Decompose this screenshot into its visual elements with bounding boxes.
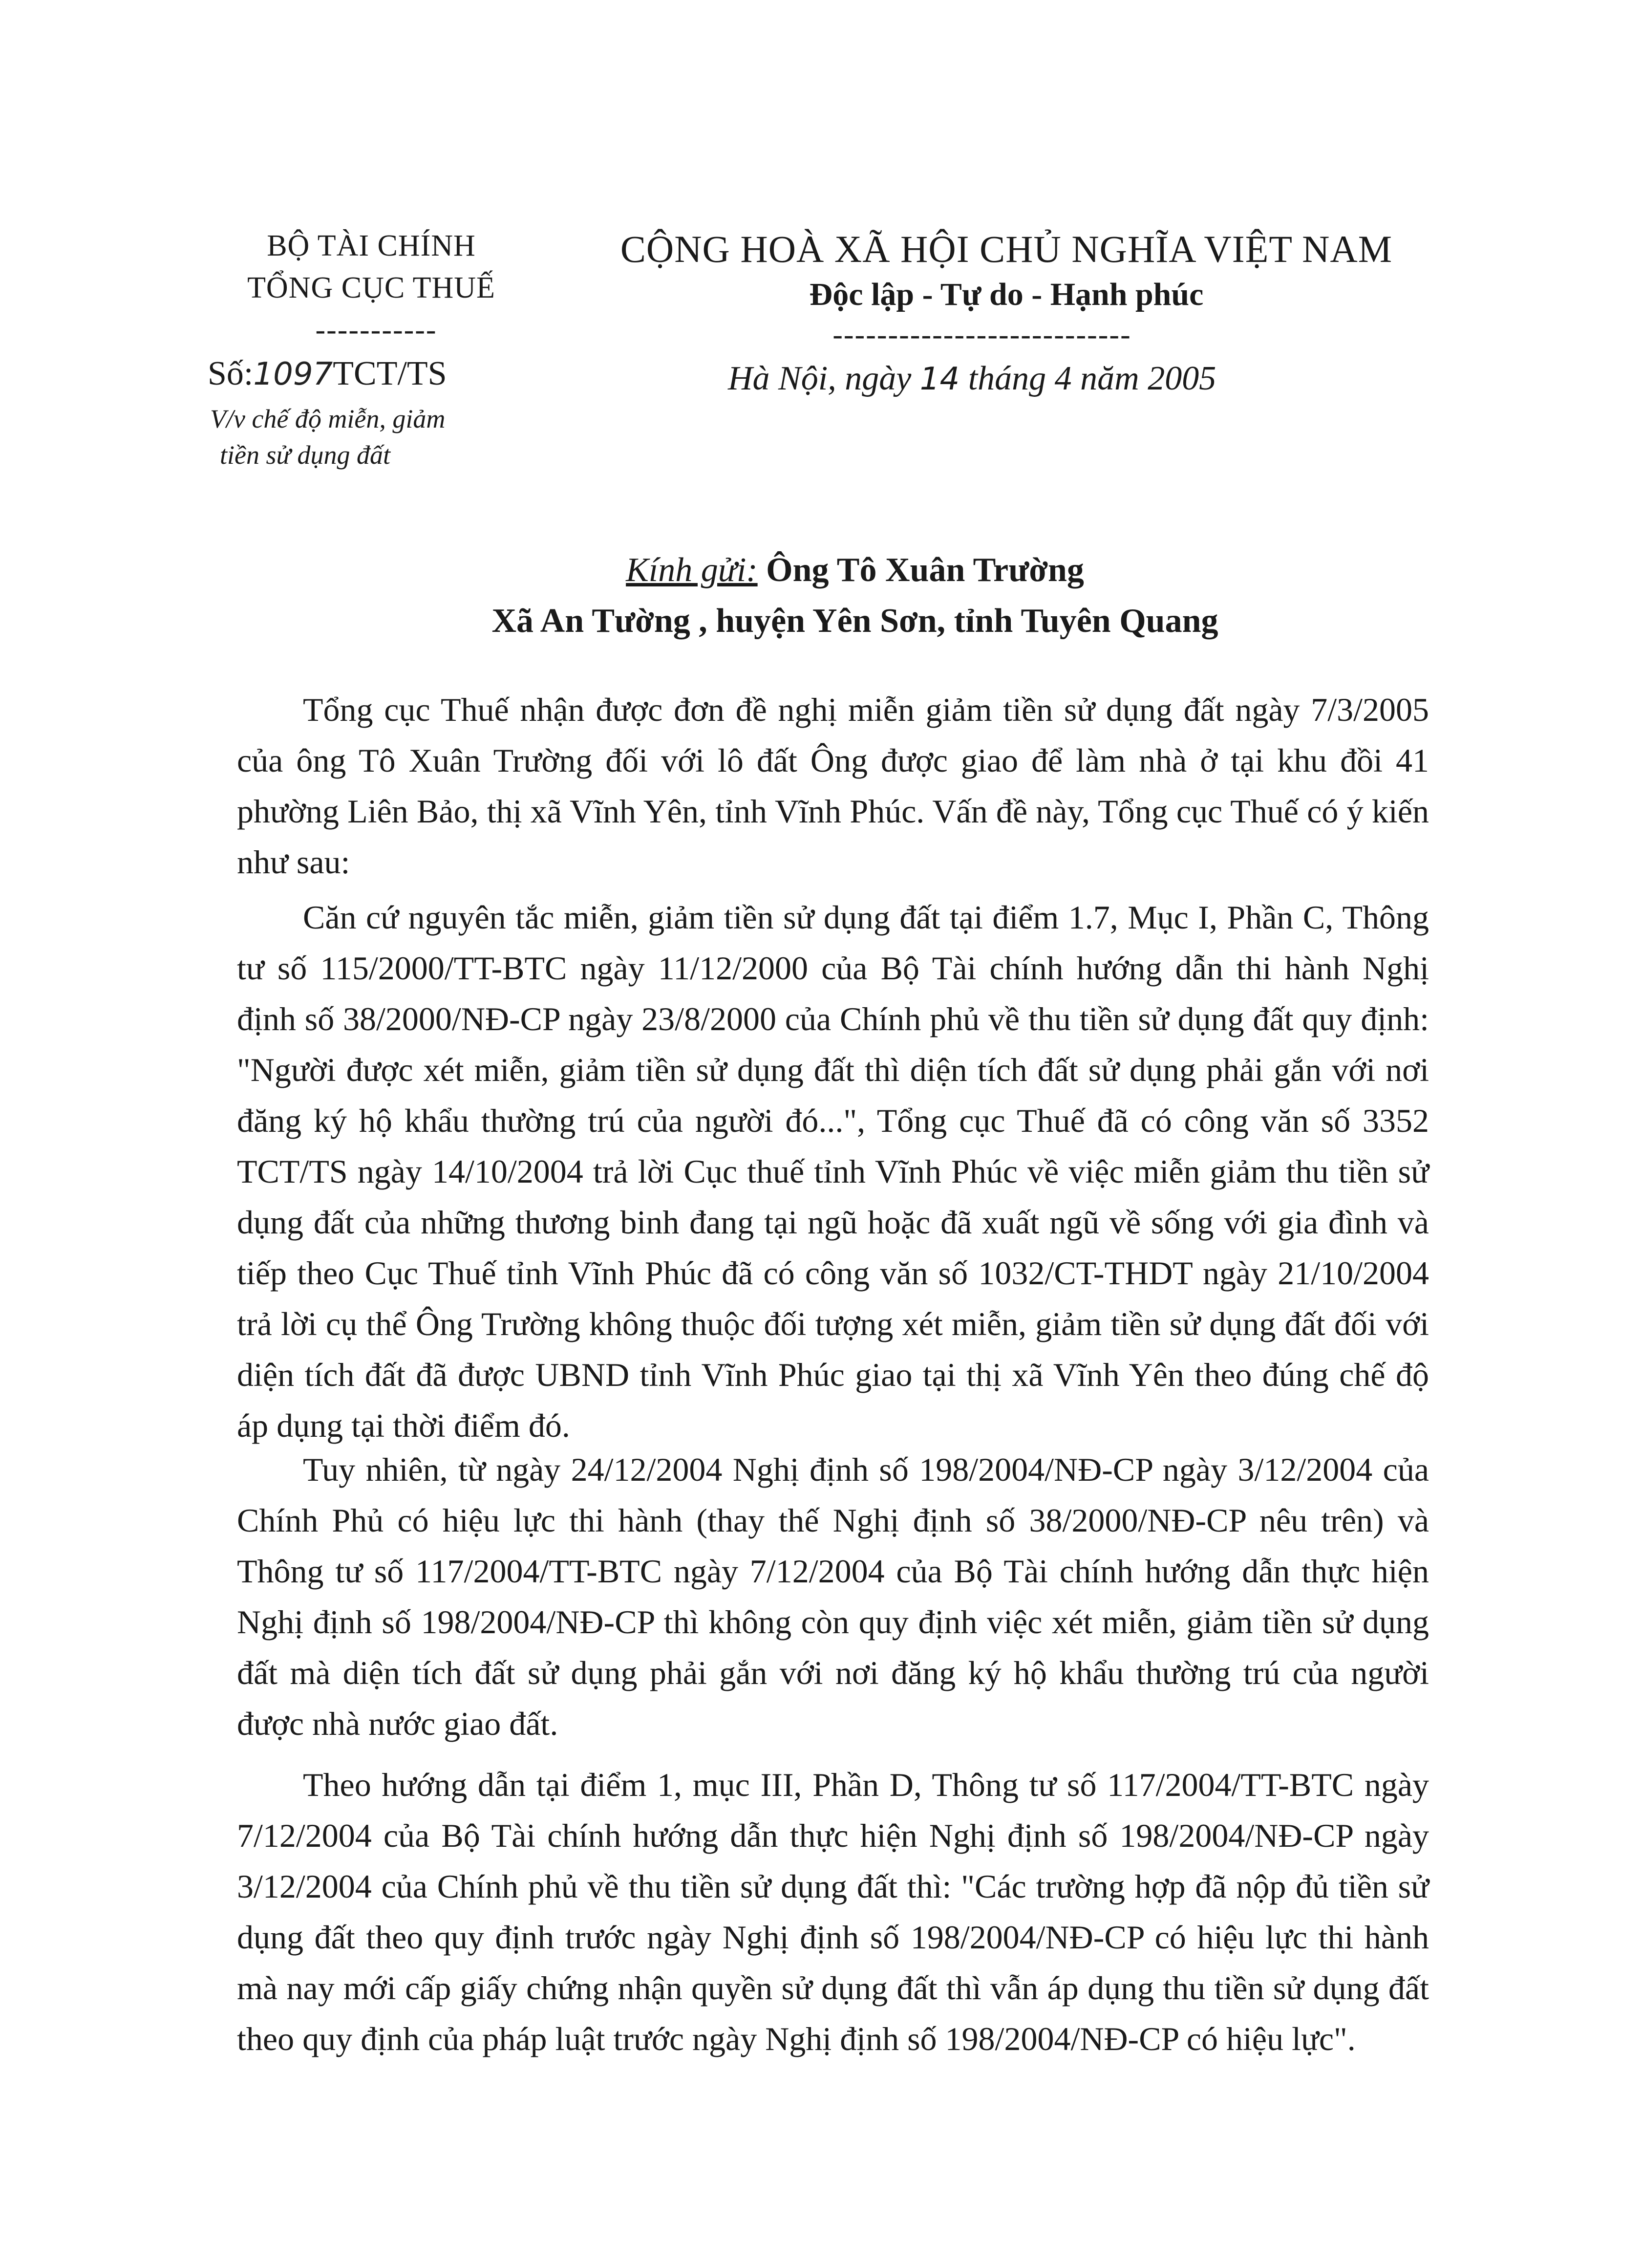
national-header xyxy=(576,225,1436,316)
date-place-prefix: Hà Nội, ngày xyxy=(728,360,912,397)
document-subject xyxy=(210,401,552,473)
document-number xyxy=(208,354,447,393)
recipient-block xyxy=(391,545,1319,647)
issuing-agency xyxy=(186,225,557,309)
date-day-handwritten: 14 xyxy=(919,361,960,397)
department-name: TỔNG CỤC THUẾ xyxy=(247,271,495,304)
paragraph: Tổng cục Thuế nhận được đơn đề nghị miễn giảm tiền sử dụng đất ngày 7/3/2005 của ông Tô Xuân Trường đối với lô đất Ông được giao để làm nhà ở tại khu đồi 41 phường Liên Bảo, thị xã Vĩnh Yên, tỉnh Vĩnh Phúc. Vấn đề này, Tổng cục Thuế có ý kiến như sau: xyxy=(237,691,1429,881)
national-motto: Độc lập - Tự do - Hạnh phúc xyxy=(809,277,1204,312)
paragraph: Căn cứ nguyên tắc miễn, giảm tiền sử dụng đất tại điểm 1.7, Mục I, Phần C, Thông tư số 115/2000/TT-BTC ngày 11/12/2000 của Bộ Tài chính hướng dẫn thi hành Nghị định số 38/2000/NĐ-CP ngày 23/8/2000 của Chính phủ về thu tiền sử dụng đất quy định: "Người được xét miễn, giảm tiền sử dụng đất thì diện tích đất sử dụng phải gắn với nơi đăng ký hộ khẩu thường trú của người đó...", Tổng cục Thuế đã có công văn số 3352 TCT/TS ngày 14/10/2004 trả lời Cục thuế tỉnh Vĩnh Phúc về việc miễn giảm thu tiền sử dụng đất của những thương binh đang tại ngũ hoặc đã xuất ngũ về sống với gia đình và tiếp theo Cục Thuế tỉnh Vĩnh Phúc đã có công văn số 1032/CT-THDT ngày 21/10/2004 trả lời cụ thể Ông Trường không thuộc đối tượng xét miễn, giảm tiền sử dụng đất đối với diện tích đất đã được UBND tỉnh Vĩnh Phúc giao tại thị xã Vĩnh Yên theo đúng chế độ áp dụng tại thời điểm đó. xyxy=(237,899,1429,1444)
date-place xyxy=(728,359,1216,398)
document-number-handwritten: 1097 xyxy=(253,356,333,392)
right-separator: --------------------------- xyxy=(832,318,1131,351)
paragraph: Theo hướng dẫn tại điểm 1, mục III, Phần D, Thông tư số 117/2004/TT-BTC ngày 7/12/2004 của Bộ Tài chính hướng dẫn thực hiện Nghị định số 198/2004/NĐ-CP ngày 3/12/2004 của Chính phủ về thu tiền sử dụng đất thì: "Các trường hợp đã nộp đủ tiền sử dụng đất theo quy định trước ngày Nghị định số 198/2004/NĐ-CP có hiệu lực thi hành mà nay mới cấp giấy chứng nhận quyền sử dụng đất thì vẫn áp dụng thu tiền sử dụng đất theo quy định của pháp luật trước ngày Nghị định số 198/2004/NĐ-CP có hiệu lực". xyxy=(237,1766,1429,2057)
document-number-suffix: TCT/TS xyxy=(333,355,447,392)
document-number-prefix: Số: xyxy=(208,355,254,392)
recipient-address: Xã An Tường , huyện Yên Sơn, tỉnh Tuyên Quang xyxy=(491,602,1218,640)
date-month-year: tháng 4 năm 2005 xyxy=(968,360,1216,397)
left-separator: ----------- xyxy=(315,313,437,346)
nation-title: CỘNG HOÀ XÃ HỘI CHỦ NGHĨA VIỆT NAM xyxy=(620,228,1393,270)
subject-line-1: V/v chế độ miễn, giảm xyxy=(210,404,446,433)
paragraph: Tuy nhiên, từ ngày 24/12/2004 Nghị định số 198/2004/NĐ-CP ngày 3/12/2004 của Chính Phủ có hiệu lực thi hành (thay thế Nghị định số 38/2000/NĐ-CP nêu trên) và Thông tư số 117/2004/TT-BTC ngày 7/12/2004 của Bộ Tài chính hướng dẫn thực hiện Nghị định số 198/2004/NĐ-CP thì không còn quy định việc xét miễn, giảm tiền sử dụng đất mà diện tích đất sử dụng phải gắn với nơi đăng ký hộ khẩu thường trú của người được nhà nước giao đất. xyxy=(237,1451,1429,1742)
recipient-name: Ông Tô Xuân Trường xyxy=(766,551,1084,589)
subject-line-2: tiền sử dụng đất xyxy=(220,440,390,470)
salutation: Kính gửi: xyxy=(626,551,758,589)
ministry-name: BỘ TÀI CHÍNH xyxy=(267,229,476,262)
recipient-line-1 xyxy=(391,545,1319,596)
